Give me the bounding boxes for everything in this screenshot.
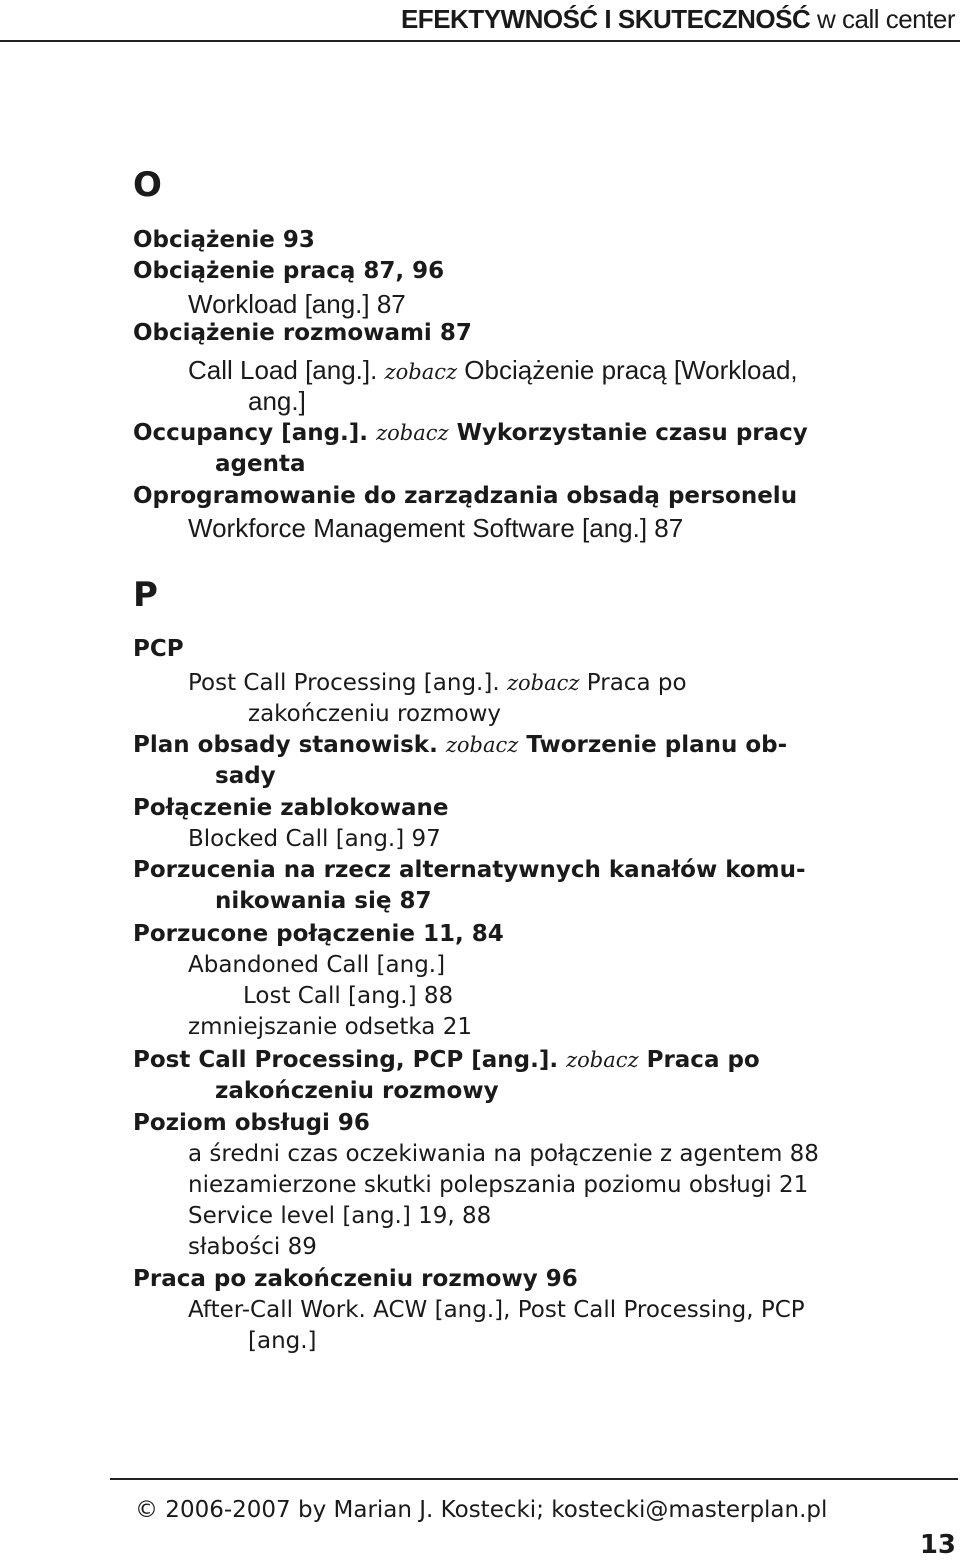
- index-entry-text: Oprogramowanie do zarządzania obsadą personelu: [133, 483, 798, 509]
- index-entry-text: Obciążenie rozmowami 87: [133, 320, 472, 346]
- see-also-marker: zobacz: [445, 733, 519, 757]
- index-entry-text: a średni czas oczekiwania na połączenie z agentem 88: [188, 1141, 819, 1167]
- index-entry-text: Porzucenia na rzecz alternatywnych kanałów komu-: [133, 857, 806, 883]
- index-entry-text: Poziom obsługi 96: [133, 1110, 370, 1136]
- index-entry-text: Blocked Call [ang.] 97: [188, 826, 441, 852]
- index-entry-line: [188, 1236, 317, 1259]
- index-entry-line: [133, 734, 787, 757]
- index-entry-line: [133, 1268, 578, 1291]
- index-entry-text: zmniejszanie odsetka 21: [188, 1014, 472, 1040]
- section-letter: P: [133, 575, 158, 615]
- section-letter: O: [133, 165, 162, 205]
- index-entry-text: Praca po zakończeniu rozmowy 96: [133, 1266, 578, 1292]
- header-title-bold: EFEKTYWNOŚĆ I SKUTECZNOŚĆ: [400, 4, 811, 34]
- index-entry-line: [133, 859, 806, 882]
- index-entry-text: Workforce Management Software [ang.] 87: [188, 513, 684, 543]
- index-entry-line: [188, 1143, 819, 1166]
- index-entry-line: [188, 954, 445, 977]
- index-entry-line: [133, 923, 504, 946]
- index-entry-line: [188, 1016, 472, 1039]
- index-entry-text: słabości 89: [188, 1234, 317, 1260]
- index-entry-line: [215, 1080, 499, 1103]
- running-header: [401, 4, 955, 35]
- index-entry-line: [188, 1174, 808, 1197]
- index-entry-line: [248, 388, 306, 415]
- index-entry-text: nikowania się 87: [215, 888, 432, 914]
- index-entry-line: [133, 422, 808, 445]
- see-also-marker: zobacz: [506, 671, 580, 695]
- index-entry-text: niezamierzone skutki polepszania poziomu obsługi 21: [188, 1172, 809, 1198]
- index-entry-line: [133, 1112, 370, 1135]
- index-entry-text: sady: [215, 763, 276, 789]
- index-entry-text: ang.]: [248, 386, 306, 416]
- index-entry-line: [133, 797, 448, 820]
- see-also-marker: zobacz: [384, 360, 458, 384]
- index-entry-line: [243, 985, 453, 1008]
- index-entry-text: Połączenie zablokowane: [133, 795, 449, 821]
- index-entry-line: [188, 1299, 805, 1322]
- index-entry-line: [248, 1330, 317, 1353]
- index-entry-text: Wykorzystanie czasu pracy: [448, 420, 808, 446]
- see-also-marker: zobacz: [566, 1048, 639, 1072]
- index-entry-text: agenta: [215, 451, 306, 477]
- index-entry-text: PCP: [133, 636, 184, 662]
- page-number: 13: [919, 1530, 956, 1560]
- index-entry-line: [188, 828, 441, 851]
- index-entry-text: Obciążenie pracą 87, 96: [133, 258, 445, 284]
- index-entry-line: [188, 672, 687, 695]
- index-entry-text: Praca po: [638, 1047, 760, 1073]
- index-entry-line: [188, 291, 406, 318]
- index-entry-text: Lost Call [ang.] 88: [243, 983, 454, 1009]
- index-entry-line: [215, 765, 276, 788]
- index-entry-line: [133, 485, 797, 508]
- index-entry-text: zakończeniu rozmowy: [248, 701, 502, 727]
- index-entry-text: zakończeniu rozmowy: [215, 1078, 499, 1104]
- index-entry-text: Post Call Processing [ang.].: [188, 670, 507, 696]
- index-entry-text: Abandoned Call [ang.]: [188, 952, 446, 978]
- index-entry-text: Call Load [ang.].: [188, 355, 385, 385]
- index-entry-line: [133, 229, 315, 252]
- index-entry-line: [215, 890, 431, 913]
- index-entry-text: Obciążenie 93: [133, 227, 315, 253]
- index-entry-text: Porzucone połączenie 11, 84: [133, 921, 504, 947]
- index-entry-text: Obciążenie pracą [Workload,: [457, 355, 798, 385]
- index-entry-text: Service level [ang.] 19, 88: [188, 1203, 492, 1229]
- index-entry-text: After-Call Work. ACW [ang.], Post Call Processing, PCP: [188, 1297, 805, 1323]
- index-entry-text: [ang.]: [248, 1328, 317, 1354]
- see-also-marker: zobacz: [376, 421, 449, 445]
- index-entry-line: [188, 515, 683, 542]
- index-entry-line: [133, 322, 472, 345]
- index-entry-line: [133, 260, 444, 283]
- index-entry-text: Praca po: [579, 670, 687, 696]
- index-entry-line: [188, 357, 798, 384]
- header-title-rest: w call center: [810, 4, 955, 34]
- header-rule: [0, 40, 960, 42]
- footer-rule: [110, 1478, 958, 1480]
- index-entry-line: [188, 1205, 491, 1228]
- index-entry-text: Plan obsady stanowisk.: [133, 732, 446, 758]
- index-entry-text: Workload [ang.] 87: [188, 289, 406, 319]
- index-entry-line: [248, 703, 501, 726]
- index-entry-text: Tworzenie planu ob-: [518, 732, 788, 758]
- index-entry-line: [133, 638, 184, 661]
- index-entry-line: [133, 1049, 760, 1072]
- index-entry-text: Post Call Processing, PCP [ang.].: [133, 1047, 567, 1073]
- index-entry-text: Occupancy [ang.].: [133, 420, 377, 446]
- copyright-footer: © 2006-2007 by Marian J. Kostecki; kostecki@masterplan.pl: [135, 1497, 828, 1523]
- index-entry-line: [215, 453, 305, 476]
